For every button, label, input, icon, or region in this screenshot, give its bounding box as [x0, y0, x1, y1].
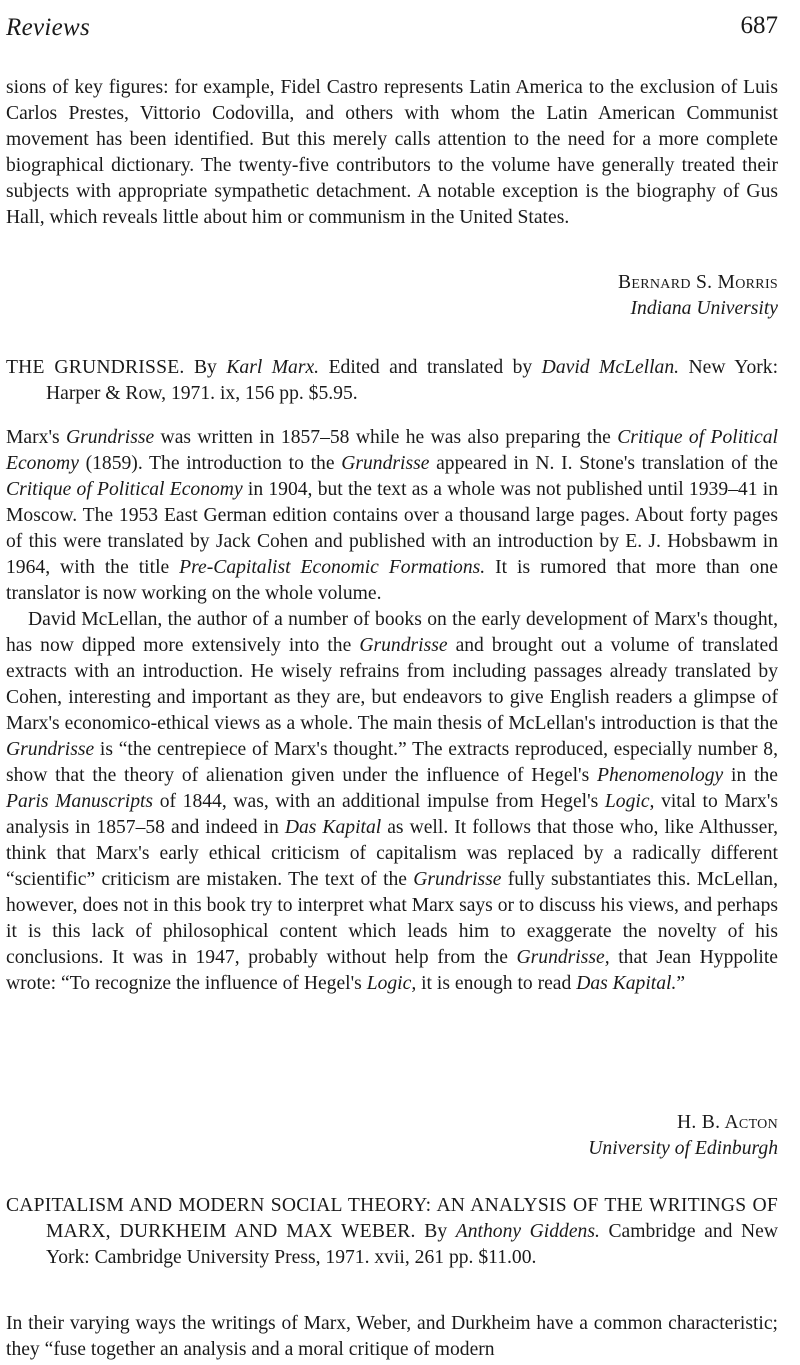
book-author: Anthony Giddens.: [455, 1221, 600, 1242]
reviewer-name: H. B. Acton: [676, 1112, 778, 1133]
review-1-signature: [618, 270, 778, 322]
review-2-body: [6, 425, 778, 997]
review-2-signature: [588, 1110, 778, 1162]
page-number: 687: [740, 12, 778, 39]
running-head: [6, 14, 778, 50]
paragraph-1: In their varying ways the writings of Marx, Weber, and Durkheim have a common characteristic; they “fuse together an analysis and a moral critique of modern: [6, 1313, 778, 1360]
book-editor: David McLellan.: [541, 357, 680, 378]
reviewer-name: Bernard S. Morris: [618, 272, 778, 293]
book-author: Karl Marx.: [226, 357, 320, 378]
review-1-continuation: [6, 75, 778, 231]
book-title: CAPITALISM AND MODERN SOCIAL THEORY: AN ANALYSIS OF THE WRITINGS OF MARX, DURKHEIM AND MAX WEBER.: [6, 1195, 778, 1242]
by-label: By: [193, 357, 217, 378]
review-2-citation: [6, 355, 778, 407]
review-3-citation: [6, 1193, 778, 1271]
publication-info: Cambridge and New York: Cambridge University Press, 1971. xvii, 261 pp. $11.00.: [46, 1221, 779, 1268]
reviewer-affiliation: Indiana University: [630, 298, 778, 319]
review-3-body: [6, 1311, 778, 1363]
by-label: By: [424, 1221, 448, 1242]
paragraph-1: Marx's Grundrisse was written in 1857–58 while he was also preparing the Critique of Political Economy (1859). The introduction to the Grundrisse appeared in N. I. Stone's translation of the Critique of Political Economy in 1904, but the text as a whole was not published until 1939–41 in Moscow. The 1953 East German edition contains over a thousand large pages. About forty pages of this were translated by Jack Cohen and published with an introduction by E. J. Hobsbawm in 1964, with the title Pre-Capitalist Economic Formations. It is rumored that more than one translator is now working on the whole volume.: [6, 427, 779, 604]
reviewer-affiliation: University of Edinburgh: [588, 1138, 778, 1159]
paragraph-2: David McLellan, the author of a number of books on the early development of Marx's thought, has now dipped more extensively into the Grundrisse and brought out a volume of translated extracts with an introduction. He wisely refrains from including passages already translated by Cohen, interesting and important as they are, but endeavors to give English readers a glimpse of Marx's economico-ethical views as a whole. The main thesis of McLellan's introduction is that the Grundrisse is “the centrepiece of Marx's thought.” The extracts reproduced, especially number 8, show that the theory of alienation given under the influence of Hegel's Phenomenology in the Paris Manuscripts of 1844, was, with an additional impulse from Hegel's Logic, vital to Marx's analysis in 1857–58 and indeed in Das Kapital as well. It follows that those who, like Althusser, think that Marx's early ethical criticism of capitalism was replaced by a radically different “scientific” criticism are mistaken. The text of the Grundrisse fully substantiates this. McLellan, however, does not in this book try to interpret what Marx says or to discuss his views, and perhaps it is this lack of philosophical content which leads him to exaggerate the novelty of his conclusions. It was in 1947, probably without help from the Grundrisse, that Jean Hyppolite wrote: “To recognize the influence of Hegel's Logic, it is enough to read Das Kapital.”: [6, 609, 778, 994]
book-title: THE GRUNDRISSE.: [6, 357, 185, 378]
publication-info: New York: Harper & Row, 1971. ix, 156 pp. $5.95.: [46, 357, 779, 404]
paragraph: sions of key figures: for example, Fidel Castro represents Latin America to the exclusion of Luis Carlos Prestes, Vittorio Codovilla, and others with whom the Latin American Communist movement has been identified. But this merely calls attention to the need for a more complete biographical dictionary. The twenty-five contributors to the volume have generally treated their subjects with appropriate sympathetic detachment. A notable exception is the biography of Gus Hall, which reveals little about him or communism in the United States.: [6, 77, 778, 228]
journal-section-title: Reviews: [6, 14, 91, 41]
edited-label: Edited and translated by: [328, 357, 533, 378]
